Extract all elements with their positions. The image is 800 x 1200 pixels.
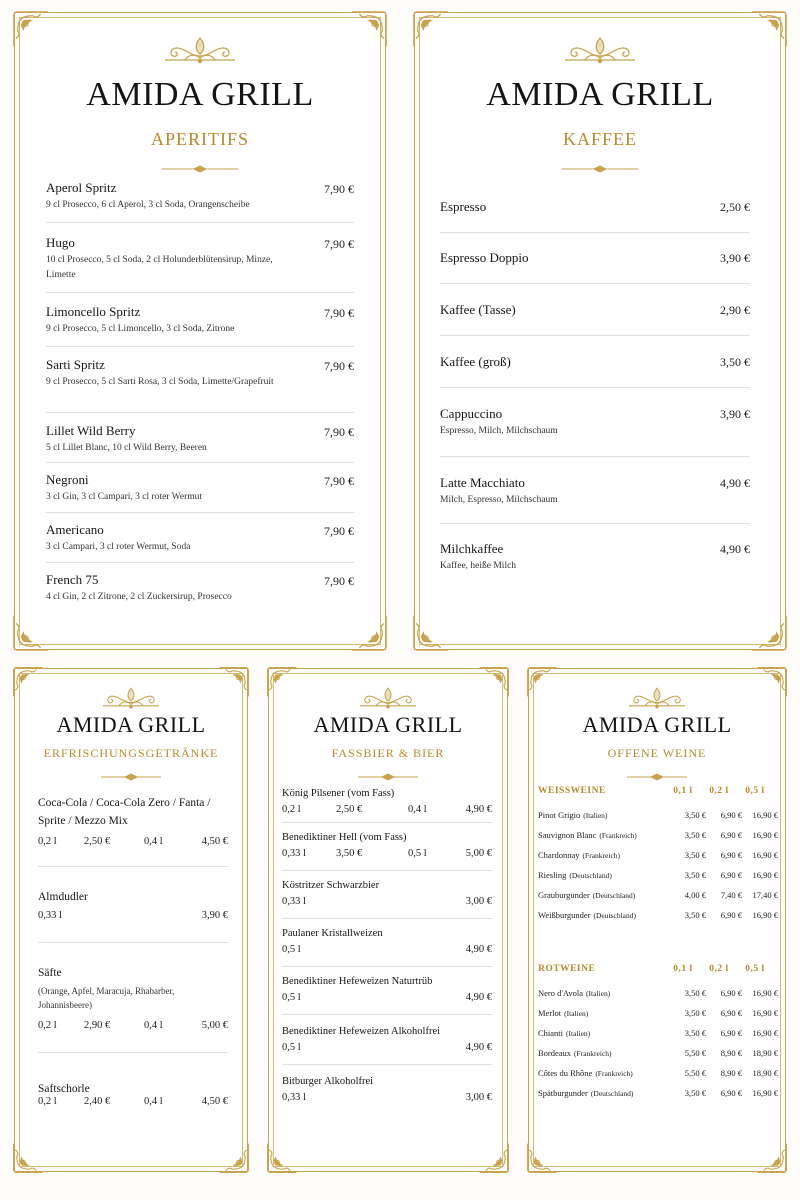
menu-item — [440, 406, 690, 439]
size-volume: 0,4 l — [144, 1096, 163, 1107]
item-price: 7,90 € — [324, 306, 354, 320]
corner-ornament-icon — [412, 614, 450, 652]
wine-origin: (Frankreich) — [574, 1049, 612, 1058]
item-separator — [440, 283, 750, 284]
item-name: Latte Macchiato — [440, 475, 525, 490]
wine-row — [538, 1068, 633, 1078]
wine-price: 18,90 € — [752, 1048, 778, 1058]
wine-origin: (Frankreich) — [599, 831, 637, 840]
brand-title: AMIDA GRILL — [86, 76, 314, 113]
corner-ornament-icon — [756, 1142, 788, 1174]
corner-ornament-icon — [12, 614, 50, 652]
brand-title: AMIDA GRILL — [313, 712, 463, 737]
item-price: 3,50 € — [720, 355, 750, 369]
wine-price: 3,50 € — [684, 830, 706, 840]
item-separator — [38, 1052, 228, 1053]
size-volume: 0,2 l — [38, 1020, 57, 1031]
menu-item — [46, 180, 296, 213]
size-price: 3,50 € — [336, 848, 363, 859]
item-separator — [46, 512, 354, 513]
wine-row — [538, 1028, 590, 1038]
item-separator — [440, 456, 750, 457]
item-separator — [440, 232, 750, 233]
item-name: Almdudler — [38, 891, 88, 903]
item-separator — [282, 966, 492, 967]
item-separator — [46, 222, 354, 223]
size-volume: 0,33 l — [282, 1092, 306, 1103]
wine-price: 16,90 € — [752, 1088, 778, 1098]
item-separator — [440, 523, 750, 524]
menu-item — [440, 475, 690, 508]
size-price: 2,40 € — [84, 1096, 111, 1107]
wine-price: 3,50 € — [684, 988, 706, 998]
menu-card-aperitifs — [14, 12, 386, 650]
size-price: 2,90 € — [84, 1020, 111, 1031]
divider-ornament — [562, 160, 638, 178]
wine-name: Chardonnay — [538, 850, 580, 860]
menu-item — [440, 302, 690, 318]
wine-price: 6,90 € — [720, 988, 742, 998]
wine-price: 3,50 € — [684, 810, 706, 820]
item-price: 7,90 € — [324, 574, 354, 588]
item-description: 9 cl Prosecco, 5 cl Sarti Rosa, 3 cl Soda, Limette/Grapefruit — [46, 377, 274, 387]
item-name: Säfte — [38, 967, 62, 979]
wine-origin: (Deutschland) — [569, 871, 612, 880]
corner-ornament-icon — [478, 1142, 510, 1174]
item-separator — [282, 918, 492, 919]
corner-ornament-icon — [350, 614, 388, 652]
size-volume: 0,5 l — [282, 944, 301, 955]
size-price: 5,00 € — [465, 848, 492, 859]
wine-name: Sauvignon Blanc — [538, 830, 597, 840]
wine-price: 6,90 € — [720, 870, 742, 880]
item-price: 7,90 € — [324, 359, 354, 373]
corner-ornament-icon — [12, 10, 50, 48]
corner-ornament-icon — [750, 614, 788, 652]
item-separator — [440, 387, 750, 388]
item-name: Espresso — [440, 199, 487, 214]
menu-item — [38, 794, 218, 830]
size-volume: 0,2 l — [38, 1096, 57, 1107]
item-price: 4,90 € — [720, 542, 750, 556]
item-name: French 75 — [46, 572, 99, 587]
item-separator — [282, 1064, 492, 1065]
wine-origin: (Italien) — [583, 811, 608, 820]
menu-item — [440, 354, 690, 370]
corner-ornament-icon — [266, 666, 298, 698]
item-name: Kaffee (groß) — [440, 354, 511, 369]
wine-price: 3,50 € — [684, 1028, 706, 1038]
wine-price: 3,50 € — [684, 910, 706, 920]
menu-item — [46, 572, 296, 605]
section-subtitle: APERITIFS — [150, 129, 249, 149]
size-price: 4,90 € — [465, 992, 492, 1003]
item-name: Negroni — [46, 472, 89, 487]
corner-ornament-icon — [350, 10, 388, 48]
wine-price: 3,50 € — [684, 1008, 706, 1018]
size-volume: 0,5 l — [282, 1042, 301, 1053]
wine-origin: (Deutschland) — [590, 1089, 634, 1098]
wine-name: Weißburgunder — [538, 910, 591, 920]
menu-card-kaffee — [414, 12, 786, 650]
wine-price: 5,50 € — [684, 1068, 706, 1078]
divider-ornament — [627, 768, 687, 786]
item-description: 9 cl Prosecco, 5 cl Limoncello, 3 cl Soda, Zitrone — [46, 324, 235, 334]
size-volume: 0,33 l — [38, 910, 62, 921]
wine-row — [538, 1088, 633, 1098]
wine-origin: (Deutschland) — [593, 911, 636, 920]
wine-price: 6,90 € — [720, 1008, 742, 1018]
size-price: 3,90 € — [201, 910, 228, 921]
wine-name: Côtes du Rhône — [538, 1068, 593, 1078]
size-volume: 0,33 l — [282, 848, 306, 859]
corner-ornament-icon — [218, 1142, 250, 1174]
wine-row — [538, 1008, 588, 1018]
section-subtitle: ERFRISCHUNGSGETRÄNKE — [43, 746, 219, 760]
wine-price: 16,90 € — [752, 870, 778, 880]
brand-title: AMIDA GRILL — [582, 712, 732, 737]
wine-price: 16,90 € — [752, 810, 778, 820]
size-volume: 0,33 l — [282, 896, 306, 907]
wine-row — [538, 870, 612, 880]
wine-name: Merlot — [538, 1008, 562, 1018]
wine-price: 6,90 € — [720, 1028, 742, 1038]
wine-price: 5,50 € — [684, 1048, 706, 1058]
item-price: 3,90 € — [720, 251, 750, 265]
item-price: 2,90 € — [720, 303, 750, 317]
item-description: Kaffee, heiße Milch — [440, 561, 517, 571]
wine-price: 3,50 € — [684, 870, 706, 880]
item-separator — [38, 942, 228, 943]
wine-size-heading: 0,1 l — [673, 786, 693, 796]
menu-item — [38, 964, 218, 1012]
wine-row — [538, 890, 635, 900]
item-separator — [46, 562, 354, 563]
wine-origin: (Frankreich) — [582, 851, 621, 860]
wine-name: Chianti — [538, 1028, 564, 1038]
size-price: 2,50 € — [336, 804, 363, 815]
item-price: 7,90 € — [324, 182, 354, 196]
item-description: 5 cl Lillet Blanc, 10 cl Wild Berry, Beeren — [46, 443, 207, 453]
menu-item — [46, 472, 296, 505]
item-price: 7,90 € — [324, 474, 354, 488]
section-subtitle: KAFFEE — [562, 129, 637, 149]
item-description: Milch, Espresso, Milchschaum — [440, 495, 558, 505]
wine-price: 7,40 € — [720, 890, 742, 900]
item-name: Americano — [46, 522, 104, 537]
item-name: Lillet Wild Berry — [46, 423, 136, 438]
wine-price: 3,50 € — [684, 850, 706, 860]
wine-price: 8,90 € — [720, 1048, 742, 1058]
wine-row — [538, 830, 637, 840]
wine-price: 6,90 € — [720, 1088, 742, 1098]
corner-ornament-icon — [412, 10, 450, 48]
wine-size-heading: 0,5 l — [745, 786, 765, 796]
item-separator — [46, 292, 354, 293]
wine-size-heading: 0,1 l — [673, 964, 693, 974]
size-price: 4,90 € — [465, 804, 492, 815]
size-price: 3,00 € — [465, 896, 492, 907]
item-price: 4,90 € — [720, 476, 750, 490]
wine-price: 16,90 € — [752, 1028, 778, 1038]
corner-ornament-icon — [218, 666, 250, 698]
menu-item — [440, 250, 690, 266]
wine-price: 16,90 € — [752, 850, 778, 860]
item-separator — [46, 462, 354, 463]
wine-price: 17,40 € — [752, 890, 778, 900]
item-name: Espresso Doppio — [440, 250, 529, 265]
item-name: Köstritzer Schwarzbier — [282, 880, 380, 891]
size-price: 3,00 € — [465, 1092, 492, 1103]
wine-size-heading: 0,5 l — [745, 964, 765, 974]
wine-row — [538, 1048, 612, 1058]
wine-name: Grauburgunder — [538, 890, 590, 900]
item-description: 4 cl Gin, 2 cl Zitrone, 2 cl Zuckersirup, Prosecco — [46, 592, 232, 602]
size-volume: 0,2 l — [38, 836, 57, 847]
item-name: Benediktiner Hell (vom Fass) — [282, 832, 407, 843]
item-name: Milchkaffee — [440, 541, 504, 556]
divider-ornament — [101, 768, 161, 786]
wine-price: 16,90 € — [752, 988, 778, 998]
corner-ornament-icon — [12, 1142, 44, 1174]
size-price: 4,90 € — [465, 944, 492, 955]
crest-ornament-icon — [95, 685, 167, 709]
wine-price: 16,90 € — [752, 910, 778, 920]
item-separator — [282, 822, 492, 823]
item-price: 7,90 € — [324, 425, 354, 439]
wine-price: 16,90 € — [752, 1008, 778, 1018]
divider-ornament — [358, 768, 418, 786]
corner-ornament-icon — [526, 1142, 558, 1174]
item-name: Paulaner Kristallweizen — [282, 928, 383, 939]
wine-origin: (Italien) — [566, 1029, 591, 1038]
wine-origin: (Frankreich) — [595, 1069, 633, 1078]
size-volume: 0,2 l — [282, 804, 301, 815]
item-price: 2,50 € — [720, 200, 750, 214]
wine-price: 4,00 € — [684, 890, 706, 900]
wine-row — [538, 850, 620, 860]
wine-name: Nero d'Avola — [538, 988, 584, 998]
item-price: 7,90 € — [324, 237, 354, 251]
menu-item — [46, 423, 296, 456]
item-description: 10 cl Prosecco, 5 cl Soda, 2 cl Holunderblütensirup, Minze, Limette — [46, 255, 273, 280]
wine-name: Riesling — [538, 870, 567, 880]
item-separator — [282, 870, 492, 871]
item-name: Aperol Spritz — [46, 180, 117, 195]
wine-origin: (Italien) — [586, 989, 611, 998]
menu-item — [46, 522, 296, 555]
wine-name: Pinot Grigio — [538, 810, 581, 820]
menu-item — [46, 357, 296, 390]
crest-ornament-icon — [621, 685, 693, 709]
size-volume: 0,5 l — [282, 992, 301, 1003]
item-description: 3 cl Campari, 3 cl roter Wermut, Soda — [46, 542, 191, 552]
wine-section-heading: ROTWEINE — [538, 964, 596, 974]
item-name: Benediktiner Hefeweizen Naturtrüb — [282, 976, 433, 987]
brand-title: AMIDA GRILL — [56, 712, 206, 737]
item-name: König Pilsener (vom Fass) — [282, 788, 395, 799]
size-price: 2,50 € — [84, 836, 111, 847]
corner-ornament-icon — [756, 666, 788, 698]
wine-price: 3,50 € — [684, 1088, 706, 1098]
section-subtitle: OFFENE WEINE — [607, 746, 707, 760]
size-volume: 0,5 l — [408, 848, 427, 859]
wine-size-heading: 0,2 l — [709, 964, 729, 974]
wine-row — [538, 988, 610, 998]
size-volume: 0,4 l — [144, 1020, 163, 1031]
corner-ornament-icon — [526, 666, 558, 698]
corner-ornament-icon — [266, 1142, 298, 1174]
wine-price: 6,90 € — [720, 810, 742, 820]
wine-price: 16,90 € — [752, 830, 778, 840]
size-price: 5,00 € — [201, 1020, 228, 1031]
item-name: Coca-Cola / Coca-Cola Zero / Fanta / Sprite / Mezzo Mix — [38, 797, 211, 827]
item-name: Benediktiner Hefeweizen Alkoholfrei — [282, 1026, 441, 1037]
wine-price: 6,90 € — [720, 850, 742, 860]
size-price: 4,50 € — [201, 1096, 228, 1107]
wine-price: 6,90 € — [720, 830, 742, 840]
item-name: Bitburger Alkoholfrei — [282, 1076, 374, 1087]
wine-section-heading: WEISSWEINE — [538, 786, 606, 796]
item-separator — [46, 412, 354, 413]
divider-ornament — [162, 160, 238, 178]
wine-row — [538, 810, 607, 820]
corner-ornament-icon — [12, 666, 44, 698]
wine-row — [538, 910, 636, 920]
item-separator — [282, 1014, 492, 1015]
item-name: Saftschorle — [38, 1083, 90, 1095]
item-name: Hugo — [46, 235, 75, 250]
menu-item — [38, 888, 218, 906]
menu-item — [46, 235, 296, 283]
item-name: Limoncello Spritz — [46, 304, 141, 319]
item-name: Cappuccino — [440, 406, 503, 421]
size-volume: 0,4 l — [408, 804, 427, 815]
menu-card-erfrischungsgetraenke — [14, 668, 248, 1172]
item-name: Kaffee (Tasse) — [440, 302, 516, 317]
wine-size-heading: 0,2 l — [709, 786, 729, 796]
size-volume: 0,4 l — [144, 836, 163, 847]
wine-price: 8,90 € — [720, 1068, 742, 1078]
wine-name: Bordeaux — [538, 1048, 572, 1058]
menu-item — [440, 199, 690, 215]
wine-origin: (Deutschland) — [592, 891, 636, 900]
menu-card-bier — [268, 668, 508, 1172]
item-price: 7,90 € — [324, 524, 354, 538]
item-price: 3,90 € — [720, 407, 750, 421]
crest-ornament-icon — [155, 34, 245, 64]
corner-ornament-icon — [478, 666, 510, 698]
section-subtitle: FASSBIER & BIER — [331, 746, 445, 760]
size-price: 4,50 € — [201, 836, 228, 847]
crest-ornament-icon — [555, 34, 645, 64]
item-separator — [440, 335, 750, 336]
wine-name: Spätburgunder — [538, 1088, 588, 1098]
item-separator — [46, 346, 354, 347]
wine-origin: (Italien) — [564, 1009, 589, 1018]
item-separator — [38, 866, 228, 867]
wine-price: 18,90 € — [752, 1068, 778, 1078]
item-description: 3 cl Gin, 3 cl Campari, 3 cl roter Wermut — [46, 492, 203, 502]
size-price: 4,90 € — [465, 1042, 492, 1053]
corner-ornament-icon — [750, 10, 788, 48]
menu-item — [440, 541, 690, 574]
crest-ornament-icon — [352, 685, 424, 709]
menu-card-offene-weine — [528, 668, 786, 1172]
item-description: Espresso, Milch, Milchschaum — [440, 426, 558, 436]
brand-title: AMIDA GRILL — [486, 76, 714, 113]
wine-price: 6,90 € — [720, 910, 742, 920]
item-description: 9 cl Prosecco, 6 cl Aperol, 3 cl Soda, Orangenscheibe — [46, 200, 250, 210]
menu-item — [46, 304, 296, 337]
item-name: Sarti Spritz — [46, 357, 105, 372]
item-description: (Orange, Apfel, Maracuja, Rhabarber, Johannisbeere) — [38, 986, 175, 1010]
